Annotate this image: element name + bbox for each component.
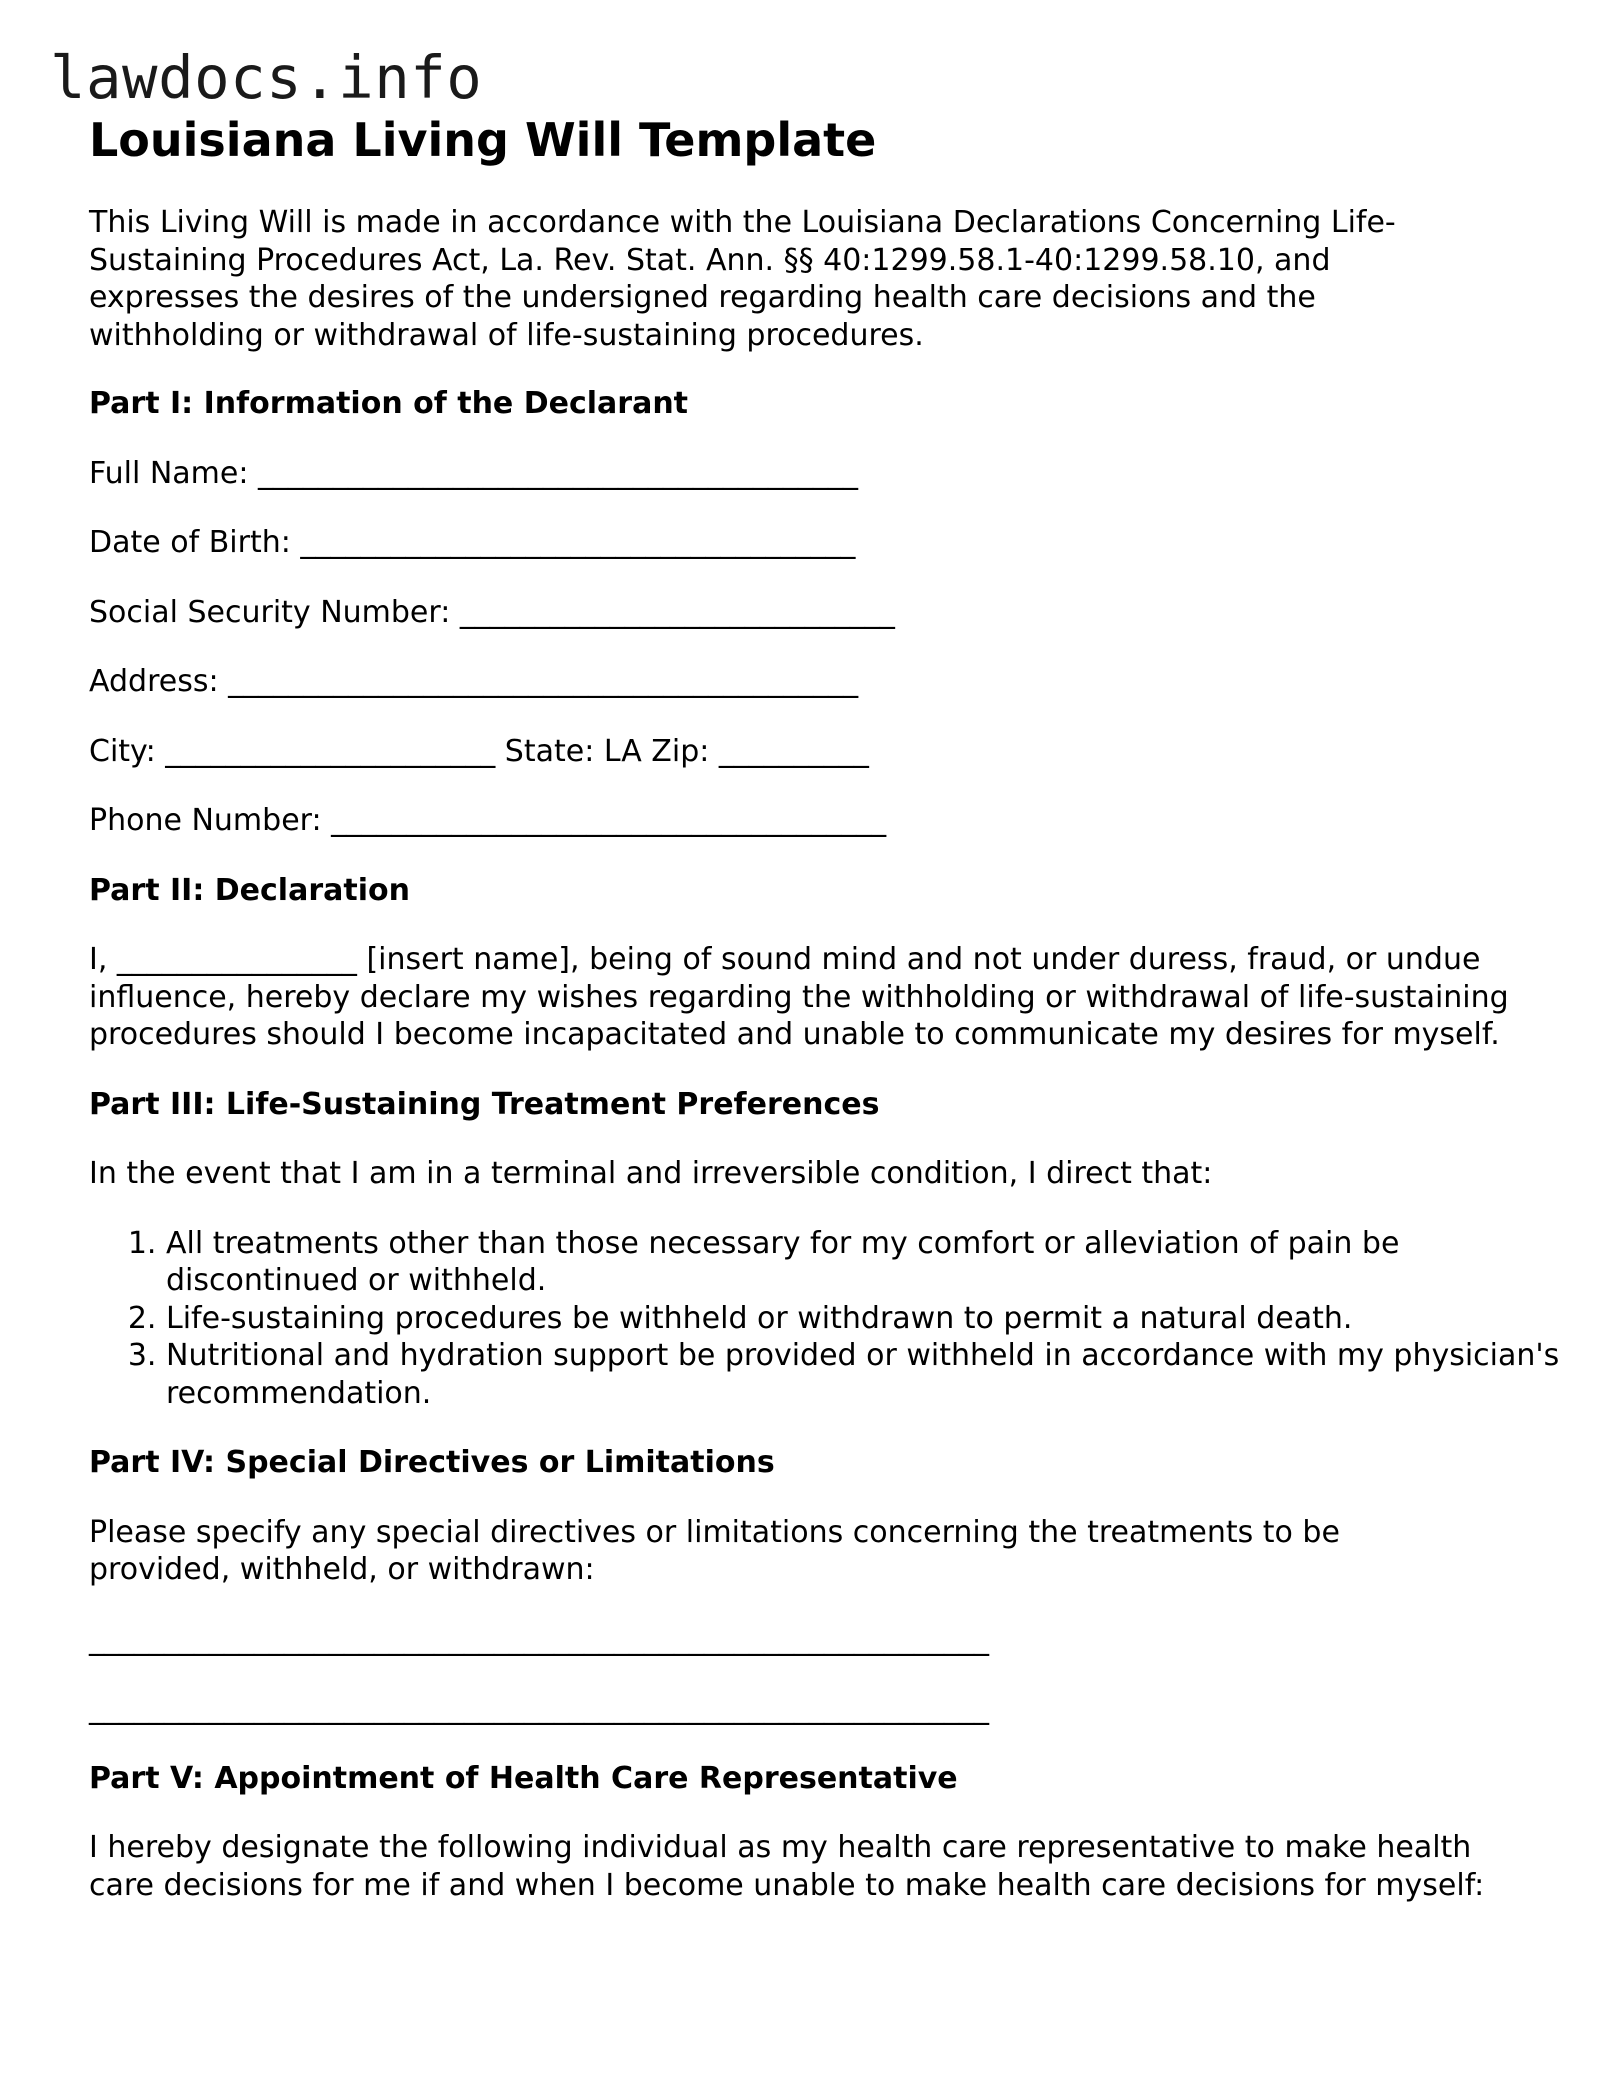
part5-heading: Part V: Appointment of Health Care Representative [89, 1760, 958, 1796]
part3-heading: Part III: Life-Sustaining Treatment Preferences [89, 1086, 880, 1122]
treatment-lead-text: In the event that I am in a terminal and irreversible condition, I direct that: [89, 1156, 1213, 1191]
list-item: 2. Life-sustaining procedures be withheld or withdrawn to permit a natural death. [166, 1300, 1566, 1338]
city-state-zip-field[interactable]: City: ______________________ State: LA Zip: __________ [89, 733, 869, 769]
directive-line-2[interactable]: ____________________________________________________________ [89, 1691, 989, 1726]
part4-heading: Part IV: Special Directives or Limitations [89, 1445, 775, 1480]
ssn-field[interactable]: Social Security Number: _____________________________ [89, 594, 895, 630]
directives-paragraph: Please specify any special directives or limitations concerning the treatments to be provided, withheld, or withdrawn: [89, 1514, 1340, 1587]
declaration-paragraph: I, ________________ [insert name], being of sound mind and not under duress, fraud, or undue influence, hereby declare my wishes regarding the withholding or withdrawal of life-sustaining procedures should I become incapacitated and unable to communicate my desires for myself. [89, 942, 1509, 1052]
part2-heading: Part II: Declaration [89, 872, 410, 908]
address-field[interactable]: Address: __________________________________________ [89, 664, 859, 699]
full-name-field[interactable]: Full Name: ________________________________________ [89, 455, 858, 491]
site-watermark: lawdocs.info [50, 43, 483, 112]
intro-paragraph: This Living Will is made in accordance with the Louisiana Declarations Concerning Life-Sustaining Procedures Act, La. Rev. Stat. Ann. §§ 40:1299.58.1-40:1299.58.10, and expresses the desires of the undersigned regarding health care decisions and the withholding or withdrawal of life-sustaining procedures. [89, 205, 1396, 353]
date-of-birth-field[interactable]: Date of Birth: _____________________________________ [89, 525, 856, 560]
representative-paragraph: I hereby designate the following individual as my health care representative to make health care decisions for me if and when I become unable to make health care decisions for myself: [89, 1830, 1485, 1903]
list-item: 1. All treatments other than those necessary for my comfort or alleviation of pain be discontinued or withheld. [166, 1225, 1566, 1300]
phone-number-field[interactable]: Phone Number: _____________________________________ [89, 803, 887, 838]
document-title: Louisiana Living Will Template [89, 113, 877, 167]
list-item: 3. Nutritional and hydration support be provided or withheld in accordance with my physician's recommendation. [166, 1337, 1566, 1412]
directive-line-1[interactable]: ____________________________________________________________ [89, 1621, 989, 1657]
part1-heading: Part I: Information of the Declarant [89, 386, 689, 421]
document-page [89, 112, 1560, 1904]
treatment-preferences-list [89, 1225, 1566, 1413]
